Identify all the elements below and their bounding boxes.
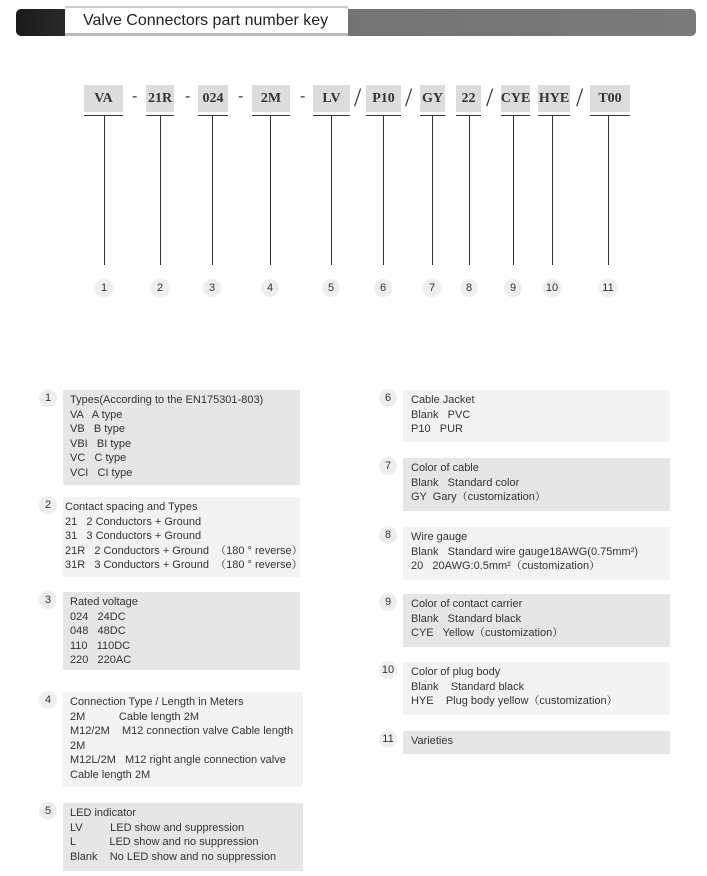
section-box bbox=[63, 497, 303, 577]
section-title: Wire gauge bbox=[411, 531, 468, 543]
code-underline bbox=[252, 115, 290, 116]
section-line: GY Gary（customization） bbox=[411, 491, 546, 504]
section-title: Contact spacing and Types bbox=[65, 501, 198, 513]
section-line: 31R 3 Conductors + Ground （180 ° reverse） bbox=[65, 559, 303, 572]
section-box bbox=[403, 390, 670, 442]
leader-line bbox=[212, 115, 213, 265]
code-underline bbox=[538, 115, 570, 116]
section-line: 31 3 Conductors + Ground bbox=[65, 530, 202, 543]
section-box bbox=[63, 390, 300, 485]
code-segment: HYE bbox=[538, 85, 570, 112]
section-title: Rated voltage bbox=[70, 596, 138, 608]
leader-line bbox=[513, 115, 514, 265]
section-line: Blank PVC bbox=[411, 408, 471, 421]
section-number: 2 bbox=[39, 496, 57, 514]
segment-number: 4 bbox=[261, 279, 279, 297]
code-segment: T00 bbox=[590, 85, 630, 112]
code-segment: 22 bbox=[456, 85, 481, 112]
section-number: 4 bbox=[39, 691, 57, 709]
section-line: 2M Cable length 2M bbox=[70, 710, 200, 723]
section-title: Varieties bbox=[411, 735, 453, 747]
section-number: 5 bbox=[39, 802, 57, 820]
section-box bbox=[403, 662, 670, 715]
section-box bbox=[403, 527, 670, 580]
section-title: Types(According to the EN175301-803) bbox=[70, 394, 264, 406]
segment-number: 3 bbox=[203, 279, 221, 297]
code-segment: 024 bbox=[198, 85, 228, 112]
section-box bbox=[403, 731, 670, 754]
section-line: VA A type bbox=[70, 408, 123, 421]
section-box bbox=[403, 458, 670, 511]
section-number: 10 bbox=[379, 661, 397, 679]
code-underline bbox=[198, 115, 228, 116]
leader-line bbox=[432, 115, 433, 265]
section-line: HYE Plug body yellow（customization） bbox=[411, 695, 618, 708]
segment-number: 9 bbox=[504, 279, 522, 297]
code-underline bbox=[501, 115, 530, 116]
section-title: Color of cable bbox=[411, 462, 479, 474]
section-line: Cable length 2M bbox=[70, 768, 151, 781]
code-segment: VA bbox=[84, 85, 123, 112]
code-segment: 21R bbox=[146, 85, 174, 112]
dash-separator: - bbox=[185, 88, 191, 105]
segment-number: 7 bbox=[423, 279, 441, 297]
slash-separator: / bbox=[354, 83, 362, 112]
slash-separator: / bbox=[405, 83, 413, 112]
section-line: M12/2M M12 connection valve Cable length bbox=[70, 725, 294, 738]
slash-separator: / bbox=[576, 83, 584, 112]
section-line: 048 48DC bbox=[70, 625, 126, 638]
section-box bbox=[63, 592, 300, 670]
leader-line bbox=[270, 115, 271, 265]
section-line: CYE Yellow（customization） bbox=[411, 627, 564, 640]
section-box bbox=[63, 803, 303, 871]
section-title: LED indicator bbox=[70, 807, 137, 819]
dash-separator: - bbox=[238, 88, 244, 105]
section-number: 8 bbox=[379, 526, 397, 544]
section-line: 21 2 Conductors + Ground bbox=[65, 515, 202, 528]
code-segment: 2M bbox=[252, 85, 290, 112]
leader-line bbox=[160, 115, 161, 265]
leader-line bbox=[104, 115, 105, 265]
section-line: LV LED show and suppression bbox=[70, 821, 245, 834]
code-segment: LV bbox=[313, 85, 350, 112]
section-line: 110 110DC bbox=[70, 639, 131, 652]
section-title: Cable Jacket bbox=[411, 394, 475, 406]
section-line: VCI CI type bbox=[70, 466, 133, 479]
section-title: Color of plug body bbox=[411, 666, 501, 678]
segment-number: 10 bbox=[543, 279, 561, 297]
section-line: Blank Standard color bbox=[411, 476, 520, 489]
segment-number: 5 bbox=[322, 279, 340, 297]
section-line: 2M bbox=[70, 739, 86, 752]
section-line: Blank Standard wire gauge18AWG(0.75mm²) bbox=[411, 545, 639, 558]
leader-line bbox=[469, 115, 470, 265]
slash-separator: / bbox=[486, 83, 494, 112]
leader-line bbox=[383, 115, 384, 265]
code-segment: P10 bbox=[366, 85, 401, 112]
page-title: Valve Connectors part number key bbox=[83, 12, 329, 29]
section-number: 9 bbox=[379, 593, 397, 611]
section-line: VB B type bbox=[70, 423, 126, 436]
section-line: VC C type bbox=[70, 452, 127, 465]
leader-line bbox=[608, 115, 609, 265]
leader-line bbox=[552, 115, 553, 265]
section-line: 20 20AWG:0.5mm²（customization） bbox=[411, 560, 601, 573]
section-line: 21R 2 Conductors + Ground （180 ° reverse） bbox=[65, 544, 303, 557]
section-line: L LED show and no suppression bbox=[70, 836, 259, 849]
dash-separator: - bbox=[132, 88, 138, 105]
leader-line bbox=[331, 115, 332, 265]
section-line: VBI BI type bbox=[70, 437, 132, 450]
dash-separator: - bbox=[300, 88, 306, 105]
section-line: P10 PUR bbox=[411, 423, 463, 436]
section-title: Connection Type / Length in Meters bbox=[70, 696, 244, 708]
section-line: M12L/2M M12 right angle connection valve bbox=[70, 754, 286, 767]
section-line: 220 220AC bbox=[70, 654, 132, 667]
segment-number: 8 bbox=[460, 279, 478, 297]
section-number: 1 bbox=[39, 389, 57, 407]
code-segment: GY bbox=[420, 85, 445, 112]
segment-number: 6 bbox=[374, 279, 392, 297]
segment-number: 1 bbox=[95, 279, 113, 297]
section-number: 6 bbox=[379, 389, 397, 407]
section-box bbox=[63, 692, 303, 787]
section-number: 11 bbox=[379, 730, 397, 748]
section-line: 024 24DC bbox=[70, 610, 126, 623]
section-box bbox=[403, 594, 670, 647]
segment-number: 2 bbox=[151, 279, 169, 297]
code-segment: CYE bbox=[501, 85, 530, 112]
segment-number: 11 bbox=[599, 279, 617, 297]
section-title: Color of contact carrier bbox=[411, 598, 523, 610]
section-number: 3 bbox=[39, 591, 57, 609]
code-underline bbox=[590, 115, 630, 116]
section-number: 7 bbox=[379, 457, 397, 475]
section-line: Blank No LED show and no suppression bbox=[70, 850, 277, 863]
section-line: Blank Standard black bbox=[411, 612, 522, 625]
section-line: Blank Standard black bbox=[411, 680, 525, 693]
